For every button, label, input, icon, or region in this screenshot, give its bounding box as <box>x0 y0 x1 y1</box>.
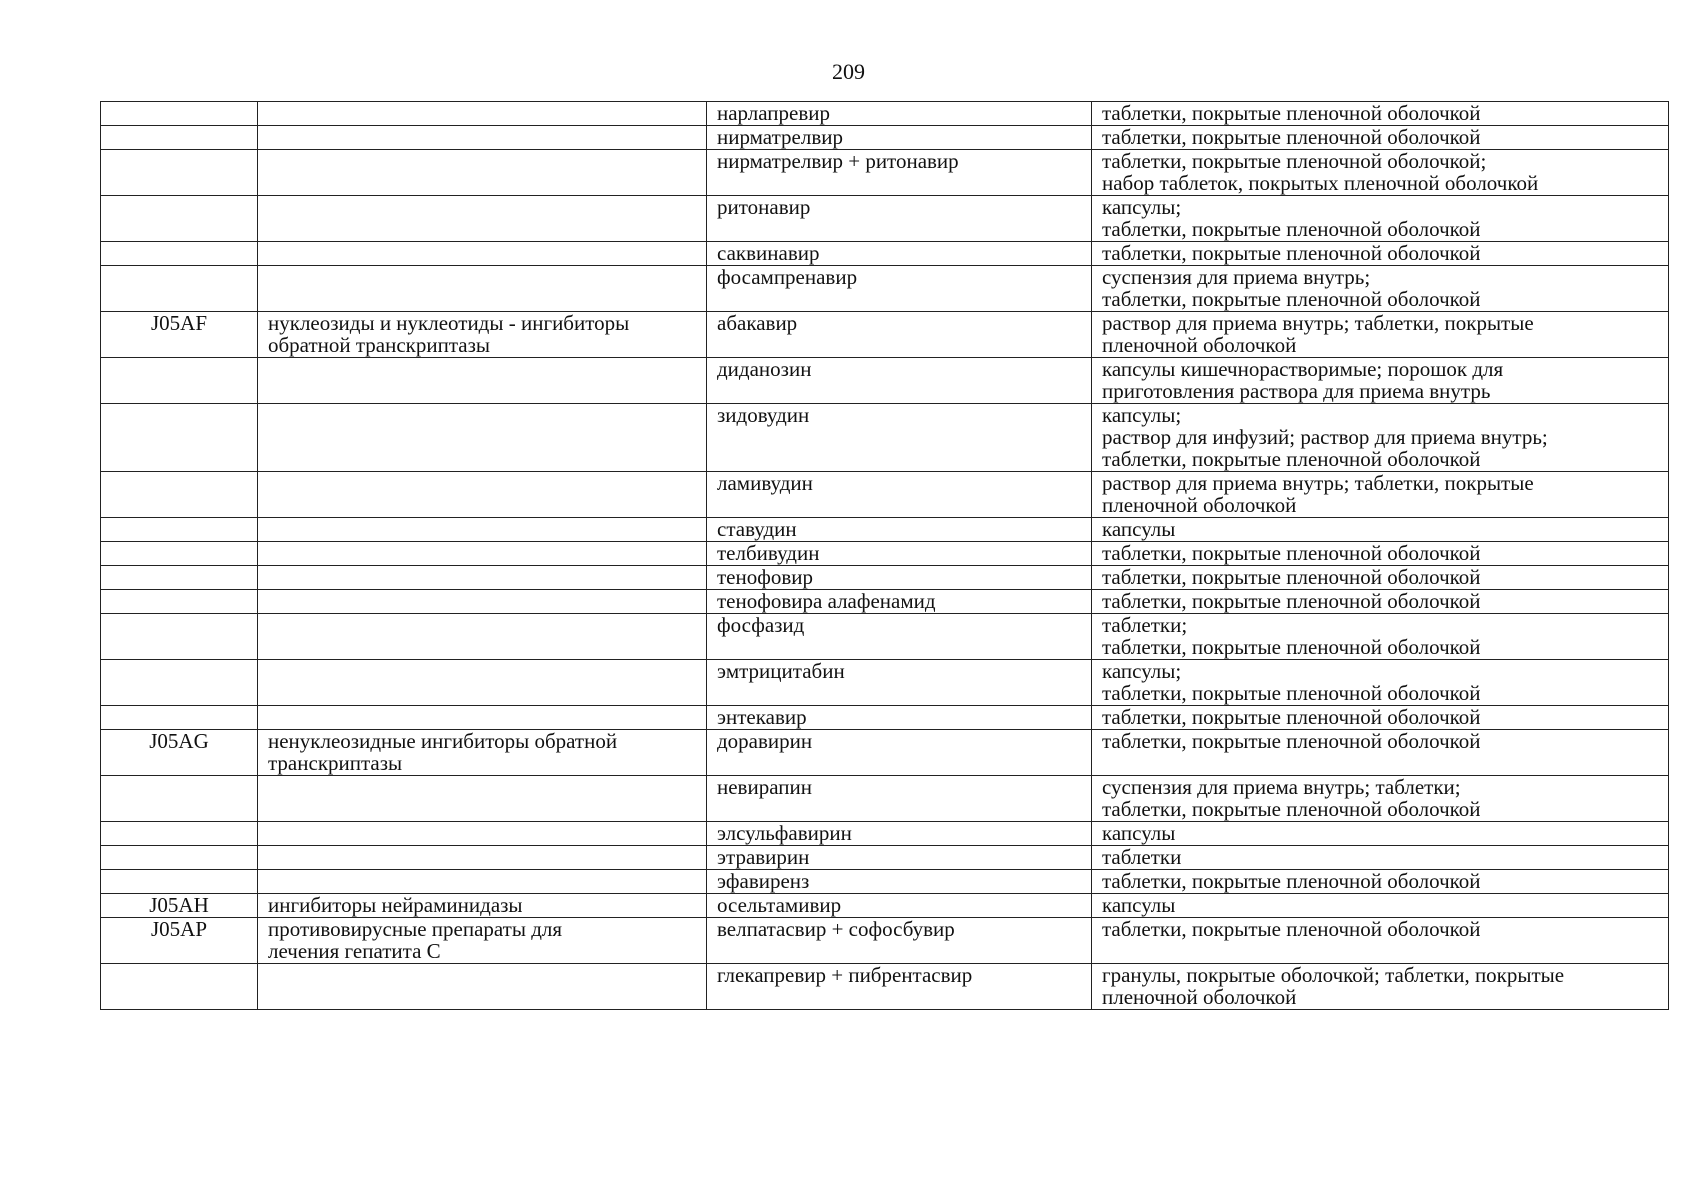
pharmacological-group-cell <box>258 590 707 614</box>
dosage-form-cell: раствор для приема внутрь; таблетки, покрытые пленочной оболочкой <box>1092 472 1669 518</box>
atc-code-cell <box>101 660 258 706</box>
atc-code-cell <box>101 126 258 150</box>
drug-name-cell: велпатасвир + софосбувир <box>707 918 1092 964</box>
dosage-form-cell: таблетки, покрытые пленочной оболочкой <box>1092 870 1669 894</box>
drug-name-cell: фосампренавир <box>707 266 1092 312</box>
drug-name-cell: ритонавир <box>707 196 1092 242</box>
table-body <box>101 102 1669 1010</box>
drug-name-cell: тенофовира алафенамид <box>707 590 1092 614</box>
dosage-form-cell: таблетки, покрытые пленочной оболочкой <box>1092 730 1669 776</box>
pharmacological-group-cell <box>258 266 707 312</box>
table-row <box>101 706 1669 730</box>
drug-name-cell: зидовудин <box>707 404 1092 472</box>
dosage-form-cell: капсулы <box>1092 894 1669 918</box>
table-row <box>101 590 1669 614</box>
table-row <box>101 614 1669 660</box>
pharmacological-group-cell: противовирусные препараты для лечения гепатита С <box>258 918 707 964</box>
atc-code-cell <box>101 102 258 126</box>
atc-code-cell <box>101 846 258 870</box>
atc-code-cell <box>101 822 258 846</box>
pharmacological-group-cell <box>258 846 707 870</box>
dosage-form-cell: капсулы; таблетки, покрытые пленочной оболочкой <box>1092 196 1669 242</box>
atc-code-cell <box>101 472 258 518</box>
drug-name-cell: телбивудин <box>707 542 1092 566</box>
dosage-form-cell: капсулы; раствор для инфузий; раствор для приема внутрь; таблетки, покрытые пленочной оболочкой <box>1092 404 1669 472</box>
pharmacological-group-cell <box>258 964 707 1010</box>
dosage-form-cell: таблетки, покрытые пленочной оболочкой <box>1092 102 1669 126</box>
pharmacological-group-cell <box>258 102 707 126</box>
table-row <box>101 242 1669 266</box>
pharmacological-group-cell: нуклеозиды и нуклеотиды - ингибиторы обратной транскриптазы <box>258 312 707 358</box>
atc-code-cell <box>101 870 258 894</box>
pharmacological-group-cell <box>258 242 707 266</box>
table-row <box>101 518 1669 542</box>
dosage-form-cell: капсулы; таблетки, покрытые пленочной оболочкой <box>1092 660 1669 706</box>
dosage-form-cell: суспензия для приема внутрь; таблетки, покрытые пленочной оболочкой <box>1092 266 1669 312</box>
atc-code-cell: J05AF <box>101 312 258 358</box>
pharmacological-group-cell <box>258 566 707 590</box>
pharmacological-group-cell: ингибиторы нейраминидазы <box>258 894 707 918</box>
pharmacological-group-cell <box>258 196 707 242</box>
pharmacological-group-cell <box>258 822 707 846</box>
table-row <box>101 312 1669 358</box>
pharmacological-group-cell <box>258 614 707 660</box>
table-row <box>101 730 1669 776</box>
dosage-form-cell: гранулы, покрытые оболочкой; таблетки, покрытые пленочной оболочкой <box>1092 964 1669 1010</box>
pharmacological-group-cell <box>258 472 707 518</box>
drug-name-cell: невирапин <box>707 776 1092 822</box>
pharmacological-group-cell: ненуклеозидные ингибиторы обратной транскриптазы <box>258 730 707 776</box>
drug-name-cell: эмтрицитабин <box>707 660 1092 706</box>
table-row <box>101 776 1669 822</box>
dosage-form-cell: капсулы кишечнорастворимые; порошок для приготовления раствора для приема внутрь <box>1092 358 1669 404</box>
table-row <box>101 126 1669 150</box>
pharmacological-group-cell <box>258 542 707 566</box>
drug-name-cell: саквинавир <box>707 242 1092 266</box>
atc-code-cell <box>101 150 258 196</box>
atc-code-cell <box>101 566 258 590</box>
table-row <box>101 266 1669 312</box>
pharmacological-group-cell <box>258 126 707 150</box>
table-row <box>101 196 1669 242</box>
drug-name-cell: нарлапревир <box>707 102 1092 126</box>
dosage-form-cell: таблетки, покрытые пленочной оболочкой <box>1092 242 1669 266</box>
drug-name-cell: эфавиренз <box>707 870 1092 894</box>
drug-name-cell: фосфазид <box>707 614 1092 660</box>
table-row <box>101 102 1669 126</box>
dosage-form-cell: таблетки, покрытые пленочной оболочкой <box>1092 566 1669 590</box>
drug-name-cell: этравирин <box>707 846 1092 870</box>
drug-name-cell: энтекавир <box>707 706 1092 730</box>
drug-name-cell: абакавир <box>707 312 1092 358</box>
dosage-form-cell: таблетки, покрытые пленочной оболочкой; набор таблеток, покрытых пленочной оболочкой <box>1092 150 1669 196</box>
table-row <box>101 542 1669 566</box>
dosage-form-cell: капсулы <box>1092 518 1669 542</box>
drug-name-cell: нирматрелвир <box>707 126 1092 150</box>
atc-code-cell: J05AH <box>101 894 258 918</box>
table-row <box>101 566 1669 590</box>
pharmacological-group-cell <box>258 706 707 730</box>
table-row <box>101 358 1669 404</box>
dosage-form-cell: таблетки, покрытые пленочной оболочкой <box>1092 706 1669 730</box>
atc-code-cell <box>101 196 258 242</box>
page-number: 209 <box>832 59 865 84</box>
drug-name-cell: тенофовир <box>707 566 1092 590</box>
dosage-form-cell: таблетки, покрытые пленочной оболочкой <box>1092 918 1669 964</box>
table-row <box>101 894 1669 918</box>
dosage-form-cell: таблетки, покрытые пленочной оболочкой <box>1092 542 1669 566</box>
drug-name-cell: доравирин <box>707 730 1092 776</box>
table-row <box>101 660 1669 706</box>
pharmacological-group-cell <box>258 518 707 542</box>
table-row <box>101 150 1669 196</box>
atc-code-cell <box>101 518 258 542</box>
dosage-form-cell: таблетки <box>1092 846 1669 870</box>
pharmacological-group-cell <box>258 404 707 472</box>
atc-code-cell <box>101 542 258 566</box>
dosage-form-cell: раствор для приема внутрь; таблетки, покрытые пленочной оболочкой <box>1092 312 1669 358</box>
atc-code-cell <box>101 590 258 614</box>
pharmacological-group-cell <box>258 358 707 404</box>
drug-table <box>100 101 1669 1010</box>
dosage-form-cell: капсулы <box>1092 822 1669 846</box>
atc-code-cell <box>101 358 258 404</box>
dosage-form-cell: таблетки, покрытые пленочной оболочкой <box>1092 126 1669 150</box>
atc-code-cell <box>101 242 258 266</box>
drug-name-cell: диданозин <box>707 358 1092 404</box>
drug-name-cell: нирматрелвир + ритонавир <box>707 150 1092 196</box>
pharmacological-group-cell <box>258 776 707 822</box>
table-row <box>101 964 1669 1010</box>
table-row <box>101 870 1669 894</box>
pharmacological-group-cell <box>258 660 707 706</box>
drug-name-cell: глекапревир + пибрентасвир <box>707 964 1092 1010</box>
dosage-form-cell: таблетки, покрытые пленочной оболочкой <box>1092 590 1669 614</box>
drug-name-cell: ламивудин <box>707 472 1092 518</box>
drug-name-cell: элсульфавирин <box>707 822 1092 846</box>
drug-name-cell: ставудин <box>707 518 1092 542</box>
atc-code-cell: J05AP <box>101 918 258 964</box>
table-row <box>101 404 1669 472</box>
table-row <box>101 472 1669 518</box>
pharmacological-group-cell <box>258 150 707 196</box>
table-row <box>101 846 1669 870</box>
atc-code-cell <box>101 964 258 1010</box>
atc-code-cell <box>101 706 258 730</box>
pharmacological-group-cell <box>258 870 707 894</box>
atc-code-cell <box>101 776 258 822</box>
drug-name-cell: осельтамивир <box>707 894 1092 918</box>
table-row <box>101 918 1669 964</box>
atc-code-cell <box>101 614 258 660</box>
atc-code-cell <box>101 404 258 472</box>
dosage-form-cell: таблетки; таблетки, покрытые пленочной оболочкой <box>1092 614 1669 660</box>
atc-code-cell: J05AG <box>101 730 258 776</box>
atc-code-cell <box>101 266 258 312</box>
dosage-form-cell: суспензия для приема внутрь; таблетки; таблетки, покрытые пленочной оболочкой <box>1092 776 1669 822</box>
table-row <box>101 822 1669 846</box>
